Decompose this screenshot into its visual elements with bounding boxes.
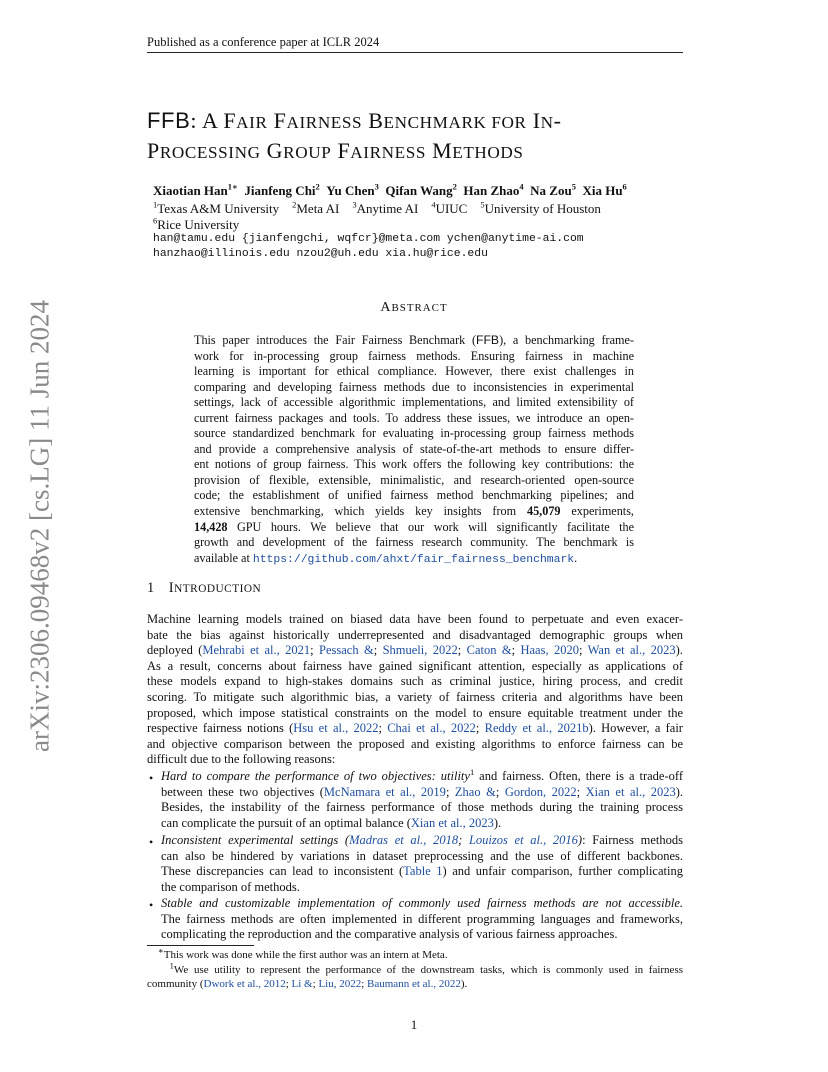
section-number: 1 [147,580,155,596]
benchmark-link[interactable]: https://github.com/ahxt/fair_fairness_benchmark [252,553,575,566]
author-name: Jianfeng Chi$^2$ [244,181,320,198]
affiliation: $^3$Anytime AI [352,199,419,216]
abstract-line: source standardized benchmark for evaluating in-processing group fairness methods [194,426,634,441]
abstract-line: extensive benchmarking, which yields key insights from 45,079 experiments, [194,504,634,519]
abstract-line: growth and development of the fairness research community. The benchmark is [194,535,634,550]
intro-line: deployed (Mehrabi et al., 2021; Pessach &; Shmueli, 2022; Caton &; Haas, 2020; Wan et al., 2023). [147,643,683,658]
bullet-item-3 [161,896,683,943]
bullet-item-2 [161,833,683,895]
affiliation: $^2$Meta AI [292,199,340,216]
affiliation: $^1$Texas A&M University [153,199,280,216]
author-list [153,183,627,199]
conference-header: Published as a conference paper at ICLR 2024 [147,35,380,49]
intro-line: bate the bias against historically underrepresented and disadvantaged demographic groups when [147,627,683,642]
abstract-line: code; the establishment of unified fairness method benchmarking pipelines; and [194,488,634,503]
intro-line: difficult due to the following reasons: [147,752,336,767]
arxiv-identifier: arXiv:2306.09468v2 [cs.LG] 11 Jun 2024 [24,300,55,752]
bullet-line: can also be hindered by variations in dataset preprocessing and the use of different backbones. [161,848,683,863]
author-name: Han Zhao$^4$ [463,181,524,198]
bullet-line: Hard to compare the performance of two objectives: utility$^1$ and fairness. Often, there is a trade-off [161,766,683,783]
bullet-marker: • [149,835,154,849]
paper-title [147,107,707,167]
bullet-line: The fairness methods are often implemented in different programming languages and frameworks, [161,911,683,926]
footnote-line: community (Dwork et al., 2012; Li &; Liu, 2022; Baumann et al., 2022). [147,977,468,990]
affiliation: $^5$University of Houston [480,199,601,216]
author-name: Na Zou$^5$ [530,181,576,198]
abstract-line: comparing and developing fairness methods due to inconsistencies in experimental [194,379,634,394]
bullet-line: complicating the reproduction and the comparative analysis of various fairness approaches. [161,927,618,942]
email-line-2: hanzhao@illinois.edu nzou2@uh.edu xia.hu@rice.edu [153,248,488,260]
intro-line: respective fairness notions (Hsu et al., 2022; Chai et al., 2022; Reddy et al., 2021b). However, a fair [147,721,683,736]
footnote-2 [147,960,684,991]
footnote-line: $^1$We use utility to represent the performance of the downstream tasks, which is commonly used in fairness [169,960,684,976]
introduction-paragraph [147,612,683,768]
intro-line: proposed, which impose statistical constraints on the model to ensure equitable treatment under the [147,705,683,720]
intro-line: scoring. To mitigate such algorithmic bias, a variety of fairness criteria and algorithms have been [147,689,683,704]
bullet-item-1 [161,766,684,831]
email-line-1: han@tamu.edu {jianfengchi, wqfcr}@meta.com ychen@anytime-ai.com [153,233,584,245]
title-line-2: PROCESSING GROUP FAIRNESS METHODS [147,138,524,163]
affiliation: $^4$UIUC [431,199,468,216]
abstract-body [194,333,634,568]
section-heading-introduction: 1 INTRODUCTION [147,580,262,596]
abstract-line: work for in-processing group fairness methods. Ensuring fairness in machine [194,348,634,363]
abstract-line: This paper introduces the Fair Fairness Benchmark (FFB), a benchmarking frame- [194,333,634,347]
bullet-line: Besides, the instability of the fairness performance of those methods during the training process [161,800,683,815]
abstract-line: 14,428 GPU hours. We believe that our work will significantly facilitate the [194,519,634,534]
abstract-line: settings, lack of accessible algorithmic implementations, and limited extensibility of [194,395,634,410]
abstract-line: current fairness packages and tools. To address these issues, we introduce an open- [194,410,634,425]
intro-line: and objective comparison between the proposed and existing algorithms to enforce fairness can be [147,736,683,751]
bullet-line: Stable and customizable implementation of commonly used fairness methods are not accessible. [161,896,683,910]
bullet-line: can complicate the pursuit of an optimal balance (Xian et al., 2023). [161,815,502,830]
page-number: 1 [410,1017,418,1032]
intro-line: Machine learning models trained on biased data have been found to perpetuate and even exacer- [147,612,683,626]
bullet-line: between these two objectives (McNamara et al., 2019; Zhao &; Gordon, 2022; Xian et al., 2023). [161,784,684,799]
bullet-marker: • [149,771,154,785]
bullet-marker: • [149,898,154,912]
abstract-heading: ABSTRACT [380,300,448,315]
affiliations-line-1 [153,201,601,217]
abstract-line: available at https://github.com/ahxt/fair_fairness_benchmark. [194,550,578,566]
bullet-line: the comparison of methods. [161,879,300,894]
abstract-line: and provide a comprehensive analysis of state-of-the-art methods to ensure differ- [194,441,634,456]
author-name: Xiaotian Han$^{1∗}$ [153,181,238,198]
abstract-line: provision of flexible, extensible, minimalistic, and research-oriented open-source [194,472,634,487]
abstract-line: ent notions of group fairness. This work offers the following key contributions: the [194,457,634,472]
author-name: Yu Chen$^3$ [326,181,379,198]
bullet-line: These discrepancies can lead to inconsistent (Table 1) and unfair comparison, further complicating [161,864,683,879]
intro-line: these models expand to high-stakes domains such as criminal justice, hiring process, and credit [147,674,683,689]
header-rule [147,52,683,53]
abstract-line: learning is important for ethical compliance. However, there exist challenges in [194,364,634,379]
title-line-1: FFB: A FAIR FAIRNESS BENCHMARK FOR IN- [147,108,562,133]
author-name: Xia Hu$^6$ [582,181,627,198]
author-name: Qifan Wang$^2$ [385,181,457,198]
intro-line: As a result, concerns about fairness have gained significant attention, especially as applications of [147,658,683,673]
affiliation: $^6$Rice University [153,215,240,232]
affiliations-line-2 [153,217,239,233]
bullet-line: Inconsistent experimental settings (Madras et al., 2018; Louizos et al., 2016): Fairness methods [161,833,683,847]
footnote-1 [147,945,683,963]
footnote-line: ∗This work was done while the first author was an intern at Meta. [158,945,448,961]
